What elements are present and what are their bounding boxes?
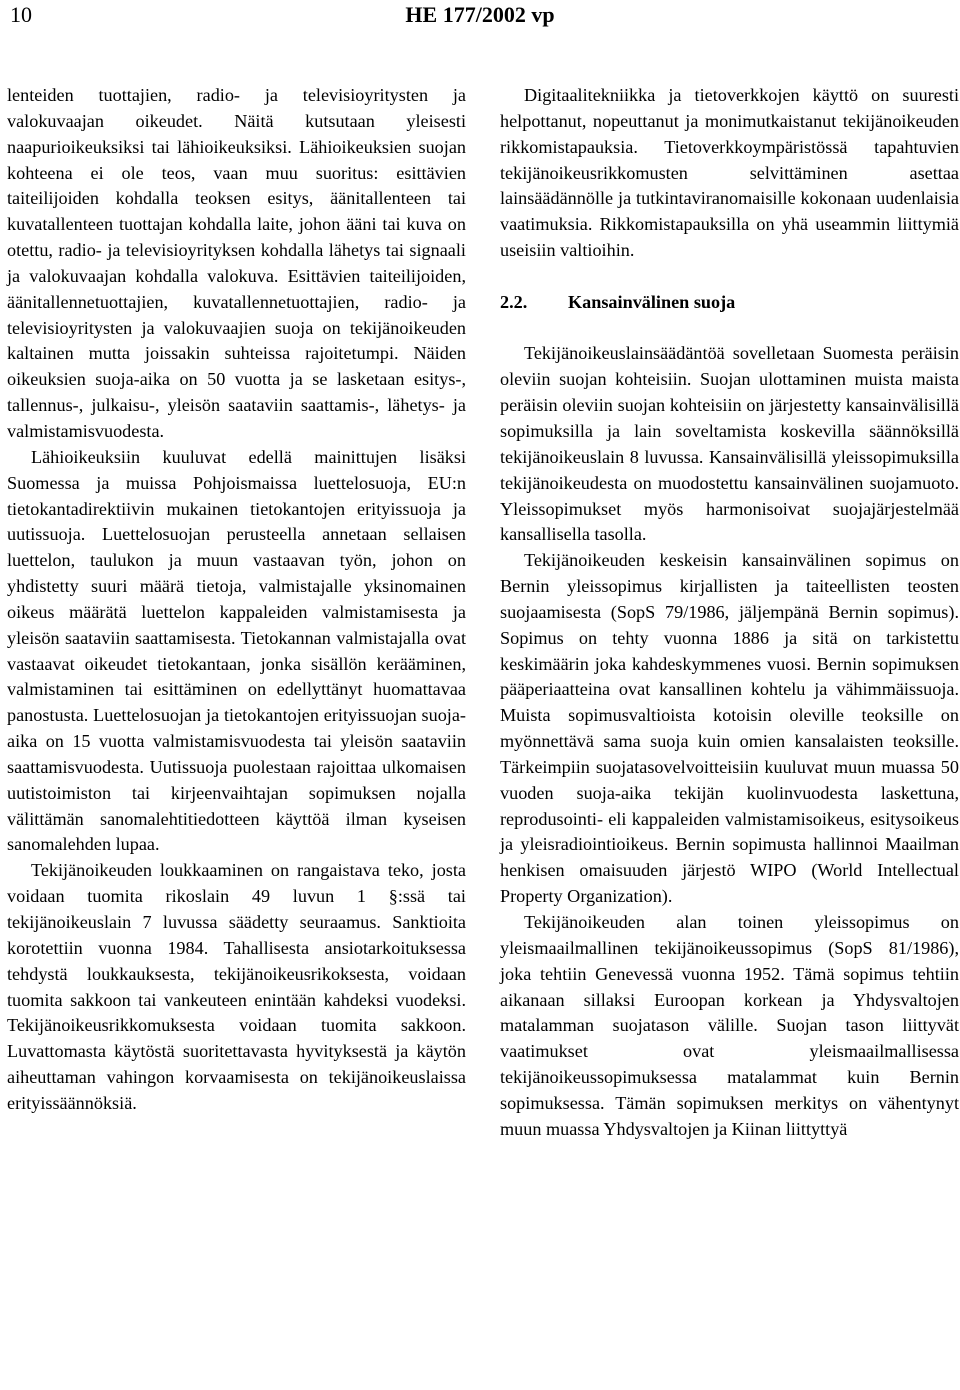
paragraph: Tekijänoikeuden alan toinen yleissopimus on yleismaailmallinen tekijänoikeussopimus (SopS 81/1986), joka tehtiin Genevessä vuonna 1952. Tämä sopimus tehtiin aikanaan sillaksi Euroopan korkean ja Yhdysvaltojen matalamman suojatason välille. Suojan tason liittyvät vaatimukset ovat yleismaailmallisessa tekijänoikeussopimuksessa matalammat kuin Bernin sopimuksessa. Tämän sopimuksen merkitys on vähentynyt muun muassa Yhdysvaltojen ja Kiinan liittyttyä — [500, 912, 959, 1139]
document-id: HE 177/2002 vp — [405, 2, 555, 27]
section-number: 2.2. — [500, 291, 528, 312]
paragraph: Digitaalitekniikka ja tietoverkkojen käyttö on suuresti helpottanut, nopeuttanut ja monimutkaistanut tekijänoikeuden rikkomistapauksia. Tietoverkkoympäristössä tapahtuvien tekijänoikeusrikkomusten selvittäminen asettaa lainsäädännölle ja tutkintaviranomaisille kokonaan uudenlaisia vaatimuksia. Rikkomistapauksilla on yhä useammin liittymiä useisiin valtioihin. — [500, 85, 959, 261]
left-column — [7, 83, 466, 1117]
page-header — [10, 0, 950, 30]
paragraph: Tekijänoikeuden keskeisin kansainvälinen sopimus on Bernin yleissopimus kirjallisten ja taiteellisten teosten suojaamisesta (SopS 79/1986, jäljempänä Bernin sopimus). Sopimus on tehty vuonna 1886 ja sitä on tarkistettu keskimäärin joka kahdeskymmenes vuosi. Bernin sopimuksen pääperiaatteina ovat kansallinen kohtelu ja vähimmäissuoja. Muista sopimusvaltioista kotoisin oleville teoksille on myönnettävä sama suoja kuin omien kansalaisten teoksille. Tärkeimpiin suojatasovelvoitteisiin kuuluvat muun muassa 50 vuoden suoja-aika tekijän kuolinvuodesta laskettuna, reprodusointi- eli kappaleiden valmistamisoikeus, esitysoikeus ja yleisradiointioikeus. Bernin sopimusta hallinnoi Maailman henkisen omaisuuden järjestö WIPO (World Intellectual Property Organization). — [500, 550, 959, 907]
section-heading — [500, 290, 959, 316]
paragraph: lenteiden tuottajien, radio- ja televisioyritysten ja valokuvaajan oikeudet. Näitä kutsutaan yleisesti naapurioikeuksiksi tai lähioikeuksiksi. Lähioikeuksien suojan kohteena ei ole teos, vaan muu suoritus: esittävien taiteilijoiden kohdalla teoksen esitys, äänitallenteen tai kuvatallenteen tuottajan kohdalla laite, johon ääni tai kuva on otettu, radio- ja televisioyrityksen kohdalla lähetys tai signaali ja valokuvaajan kohdalla valokuva. Esittävien taiteilijoiden, äänitallennetuottajien, kuvatallennetuottajien, radio- ja televisioyritysten ja valokuvaajien suoja on tekijänoikeuden kaltainen mutta joissakin suhteissa rajoitetumpi. Näiden oikeuksien suoja-aika on 50 vuotta ja se lasketaan esitys-, tallennus-, julkaisu-, yleisön saataviin saattamis-, lähetys- ja valmistamisvuodesta. — [7, 85, 466, 441]
paragraph: Lähioikeuksiin kuuluvat edellä mainittujen lisäksi Suomessa ja muissa Pohjoismaissa luettelosuoja, EU:n tietokantadirektiivin mukainen tietokantojen erityissuoja ja uutissuoja. Luettelosuojan perusteella annetaan sellaisen luettelon, taulukon ja muun vastaavan työn, johon on yhdistetty suuri määrä tietoja, valmistajalle yksinomainen oikeus määrätä luettelon kappaleiden valmistamisesta ja yleisön saataviin saattamisesta. Tietokannan valmistajalla ovat vastaavat oikeudet tietokantaan, jonka sisällön kerääminen, valmistaminen tai esittäminen on edellyttänyt huomattavaa panostusta. Luettelosuojan ja tietokantojen erityissuojan suoja-aika on 15 vuotta valmistamisvuodesta tai yleisön saataviin saattamisvuodesta. Uutissuoja puolestaan rajoittaa ulkomaisen uutistoimiston tai kirjeenvaihtajan sopimuksen nojalla välittämän sanomalehtitiedotteen käyttöä ilman kyseisen sanomalehden lupaa. — [7, 446, 466, 855]
paragraph: Tekijänoikeuden loukkaaminen on rangaistava teko, josta voidaan tuomita rikoslain 49 luvun 1 §:ssä tai tekijänoikeuslain 7 luvussa säädetty seuraamus. Sanktioita korotettiin vuonna 1984. Tahallisesta ansiotarkoituksessa tehdystä loukkauksesta, tekijänoikeusrikoksesta, voidaan tuomita sakkoon tai vankeuteen enintään kahdeksi vuodeksi. Tekijänoikeusrikkomuksesta voidaan tuomita sakkoon. Luvattomasta käytöstä suoritettavasta hyvityksestä ja käytön aiheuttaman vahingon korvaamisesta on tekijänoikeuslaissa erityissäännöksiä. — [7, 860, 466, 1113]
right-column — [500, 83, 959, 1143]
page-number: 10 — [10, 2, 32, 27]
section-title: Kansainvälinen suoja — [568, 291, 736, 312]
paragraph: Tekijänoikeuslainsäädäntöä sovelletaan Suomesta peräisin oleviin suojan kohteisiin. Suojan ulottaminen muista maista peräisin oleviin suojan kohteisiin on järjestetty kansainvälisillä sopimuksilla ja lain soveltamista koskevilla säännöksillä tekijänoikeuslain 8 luvussa. Kansainvälisillä yleissopimuksilla tekijänoikeudesta on muodostettu kansainvälinen suojamuoto. Yleissopimukset myös harmonisoivat suojajärjestelmää kansallisella tasolla. — [500, 343, 959, 545]
